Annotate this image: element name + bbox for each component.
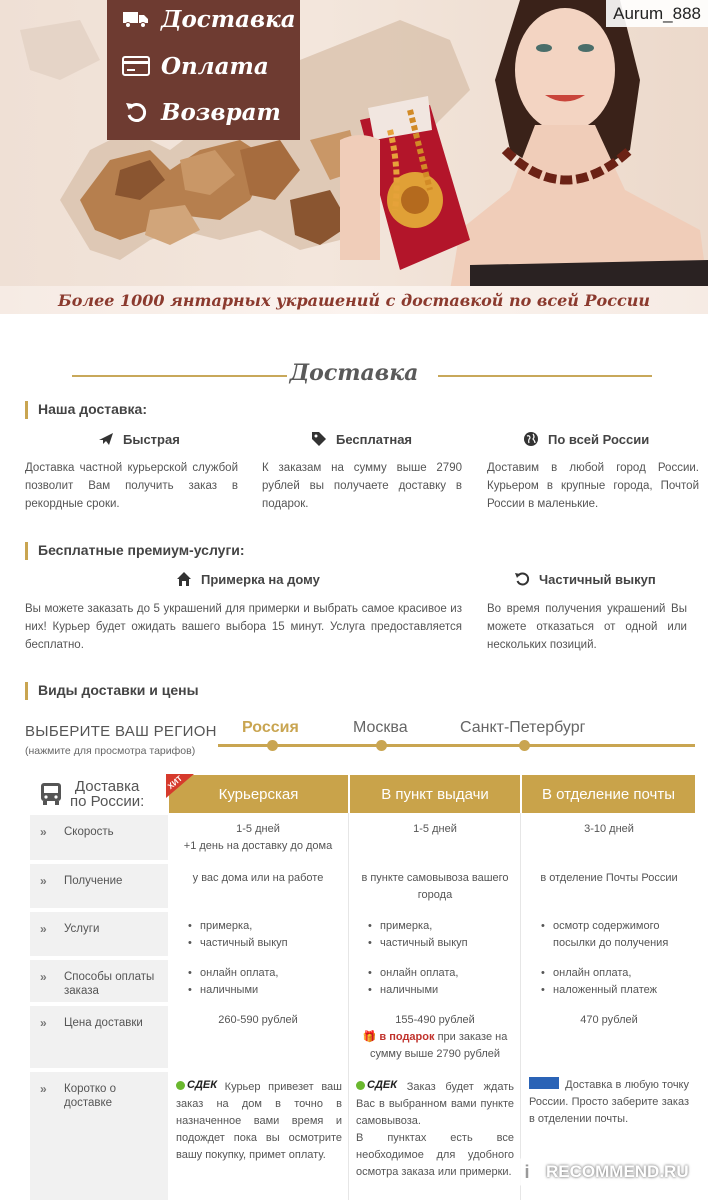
truck-icon — [38, 781, 64, 807]
cell-speed-courier — [172, 821, 344, 855]
column-pickup-point: В пункт выдачи — [350, 775, 520, 813]
hero-tagline-strip — [0, 286, 708, 314]
menu-item-payment[interactable] — [121, 49, 269, 83]
tab-russia-dot[interactable] — [267, 740, 278, 751]
feature-free-text: К заказам на сумму выше 2790 рублей вы получаете доставку в подарок. — [262, 462, 462, 510]
row-label-text: Цена доставки — [64, 1017, 143, 1029]
list-item: • онлайн оплата, — [539, 965, 691, 982]
row-label-text: Способы оплаты заказа — [64, 971, 155, 997]
site-watermark — [512, 1152, 708, 1192]
region-hint: (нажмите для просмотра тарифов) — [25, 745, 196, 757]
hit-badge-text: ХИТ — [165, 773, 185, 792]
watermark-text: RECOMMEND.RU — [546, 1162, 689, 1181]
feature-free — [310, 431, 412, 447]
hit-badge — [166, 774, 194, 798]
row-label-speed — [30, 815, 168, 860]
section-title — [0, 360, 708, 392]
list-item: • онлайн оплата, — [366, 965, 516, 982]
row-label-brief — [30, 1072, 168, 1200]
gift-icon: 🎁 — [362, 1031, 377, 1043]
tab-moscow[interactable]: Москва — [353, 719, 408, 736]
author-watermark: Aurum_888 — [606, 0, 708, 27]
cell-receive-pickup: в пункте самовывоза вашего города — [361, 872, 509, 901]
cell-brief-post — [529, 1077, 689, 1128]
list-item: • осмотр содержимого посылки до получения — [539, 918, 691, 952]
cell-text: Доставка в любую точку России. Просто заберите заказ в отделении почты. — [529, 1079, 689, 1125]
feature-fast — [97, 431, 180, 447]
row-label-text: Коротко о доставке — [64, 1083, 117, 1109]
cdek-logo: СДЕК — [356, 1077, 397, 1094]
feature-title: По всей России — [548, 431, 650, 447]
feature-fast-text: Доставка частной курьерской службой позволит Вам получить заказ в рекордные сроки. — [25, 462, 238, 510]
row-label-payment — [30, 960, 168, 1002]
tag-icon — [310, 431, 328, 447]
menu-item-label: Доставка — [161, 5, 296, 33]
cell-text: 1-5 дней — [236, 823, 280, 835]
kinds-heading: Виды доставки и цены — [25, 682, 199, 700]
cell-payment-post — [539, 965, 691, 999]
cell-brief-courier — [176, 1077, 342, 1164]
cell-text: 155-490 рублей — [395, 1014, 475, 1026]
table-corner-line2: по России: — [70, 793, 145, 810]
cell-text: Заказ будет ждать Вас в выбранном вами пункте самовывоза. — [356, 1081, 514, 1127]
double-chevron-icon: » — [40, 1016, 47, 1030]
home-icon — [175, 571, 193, 587]
cell-payment-courier — [186, 965, 344, 999]
tab-spb[interactable]: Санкт-Петербург — [460, 719, 586, 736]
feature-all-russia-text: Доставим в любой город России. Курьером в крупные города, Почтой России в маленькие. — [487, 462, 699, 510]
feature-title: Быстрая — [123, 431, 180, 447]
list-item: • онлайн оплата, — [186, 965, 344, 982]
card-icon — [121, 53, 151, 79]
russian-post-logo — [529, 1077, 559, 1089]
undo-icon — [513, 571, 531, 587]
double-chevron-icon: » — [40, 825, 47, 839]
feature-title: Частичный выкуп — [539, 571, 656, 587]
row-label-text: Скорость — [64, 826, 114, 838]
menu-item-label: Оплата — [161, 52, 269, 80]
row-label-services — [30, 912, 168, 956]
region-label: ВЫБЕРИТЕ ВАШ РЕГИОН — [25, 723, 217, 740]
tab-spb-dot[interactable] — [519, 740, 530, 751]
cell-price-post: 470 рублей — [580, 1014, 638, 1026]
menu-item-delivery[interactable] — [121, 2, 296, 36]
double-chevron-icon: » — [40, 874, 47, 888]
list-item: • примерка, — [186, 918, 344, 935]
feature-title: Примерка на дому — [201, 571, 320, 587]
column-separator — [520, 813, 521, 1200]
column-post-office: В отделение почты — [522, 775, 695, 813]
region-tabs-line — [218, 744, 695, 747]
model-with-amber-jewelry-photo — [340, 0, 708, 290]
tab-russia[interactable]: Россия — [242, 719, 299, 736]
cell-text: В пунктах есть все необходимое для удобного осмотра заказа или примерки. — [356, 1132, 514, 1178]
gift-text: в подарок — [379, 1031, 435, 1043]
cell-speed-pickup: 1-5 дней — [413, 823, 457, 835]
tab-moscow-dot[interactable] — [376, 740, 387, 751]
cell-text: +1 день на доставку до дома — [183, 840, 333, 852]
return-icon — [121, 99, 151, 125]
cell-payment-pickup — [366, 965, 516, 999]
table-corner — [30, 775, 168, 813]
double-chevron-icon: » — [40, 970, 47, 984]
truck-icon — [121, 6, 151, 32]
cell-text: Курьер привезет ваш заказ на дом в точно в назначенное вами время и подождет пока вы осмотрите вашу покупку, примет оплату. — [176, 1081, 343, 1161]
feature-try-on — [175, 571, 320, 587]
list-item: • наличными — [366, 982, 516, 999]
list-item: • наличными — [186, 982, 344, 999]
cell-services-courier — [186, 918, 344, 952]
feature-try-on-text: Вы можете заказать до 5 украшений для примерки и выбрать самое красивое из них! Курьер будет ожидать вашего выбора 15 минут. Услуга предоставляется бесплатно. — [25, 603, 462, 651]
section-title-text: Доставка — [289, 360, 419, 386]
hero-tagline: Более 1000 янтарных украшений с доставкой по всей России — [58, 290, 650, 310]
cell-receive-courier: у вас дома или на работе — [192, 872, 324, 884]
delivery-menu — [107, 0, 300, 140]
plane-icon — [97, 431, 115, 447]
row-label-receive — [30, 864, 168, 908]
row-label-text: Услуги — [64, 923, 100, 935]
cell-receive-post: в отделение Почты России — [540, 872, 678, 884]
cdek-logo: СДЕК — [176, 1077, 217, 1094]
feature-partial — [513, 571, 656, 587]
list-item: • частичный выкуп — [366, 935, 516, 952]
premium-heading: Бесплатные премиум-услуги: — [25, 542, 245, 560]
list-item: • примерка, — [366, 918, 516, 935]
feature-all-russia — [522, 431, 649, 447]
cell-speed-post: 3-10 дней — [584, 823, 634, 835]
irecommend-logo-icon: i — [512, 1157, 542, 1187]
column-courier: Курьерская — [169, 775, 348, 813]
cell-services-post — [539, 918, 691, 952]
list-item: • наложенный платеж — [539, 982, 691, 999]
double-chevron-icon: » — [40, 922, 47, 936]
feature-title: Бесплатная — [336, 431, 413, 447]
cell-services-pickup — [366, 918, 516, 952]
hero-banner — [0, 0, 708, 314]
menu-item-return[interactable] — [121, 95, 281, 129]
row-label-text: Получение — [64, 875, 123, 887]
cell-text: при заказе на сумму выше 2790 рублей — [369, 1031, 508, 1060]
cell-price-courier: 260-590 рублей — [218, 1014, 298, 1026]
column-separator — [348, 813, 349, 1200]
table-corner-line1: Доставка — [74, 778, 140, 795]
cell-brief-pickup — [356, 1077, 514, 1181]
double-chevron-icon: » — [40, 1082, 47, 1096]
our-delivery-heading: Наша доставка: — [25, 401, 147, 419]
cell-price-pickup — [352, 1012, 518, 1063]
list-item: • частичный выкуп — [186, 935, 344, 952]
row-label-price — [30, 1006, 168, 1068]
globe-icon — [522, 431, 540, 447]
feature-partial-text: Во время получения украшений Вы можете отказаться от одной или нескольких позиций. — [487, 603, 687, 651]
menu-item-label: Возврат — [161, 98, 281, 126]
